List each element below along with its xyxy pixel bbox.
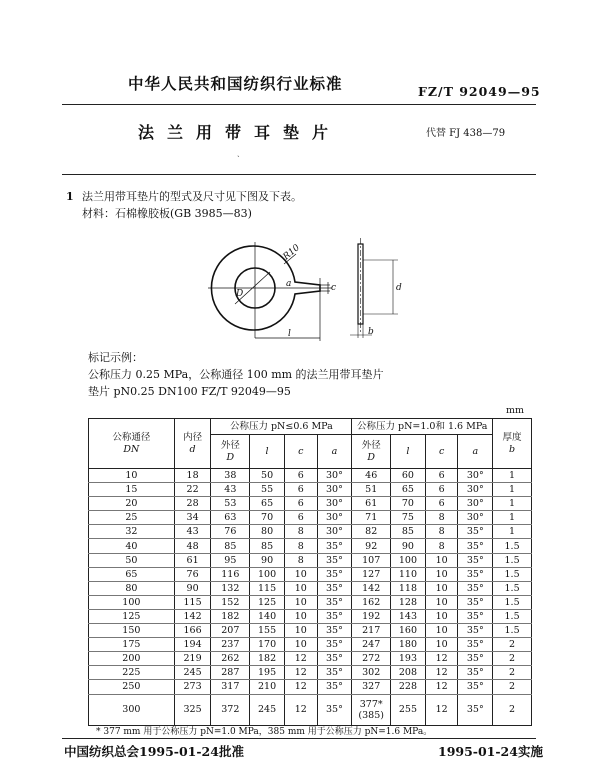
marking-line-1: 公称压力 0.25 MPa，公称通径 100 mm 的法兰用带耳垫片 xyxy=(88,368,384,381)
table-cell: 287 xyxy=(211,666,250,680)
table-row xyxy=(89,652,532,666)
table-cell: 208 xyxy=(391,666,426,680)
table-cell: 1.5 xyxy=(493,595,532,609)
header-group-high: 公称压力 pN=1.0和 1.6 MPa xyxy=(352,419,493,435)
table-cell: 10 xyxy=(284,624,317,638)
table-cell: 180 xyxy=(391,638,426,652)
table-cell: 70 xyxy=(391,497,426,511)
table-cell: 51 xyxy=(352,483,391,497)
table-cell: 127 xyxy=(352,567,391,581)
table-cell: 32 xyxy=(89,525,175,539)
table-cell: 142 xyxy=(352,581,391,595)
table-cell: 6 xyxy=(284,483,317,497)
table-cell: 30° xyxy=(317,497,352,511)
table-row xyxy=(89,469,532,483)
table-cell: 12 xyxy=(284,652,317,666)
table-cell: 12 xyxy=(284,666,317,680)
table-row xyxy=(89,497,532,511)
table-cell: 210 xyxy=(250,680,285,694)
page-title: 法兰用带耳垫片 xyxy=(138,123,342,142)
table-cell: 12 xyxy=(425,652,458,666)
table-cell: 327 xyxy=(352,680,391,694)
table-cell: 10 xyxy=(89,469,175,483)
table-cell: 46 xyxy=(352,469,391,483)
table-cell: 65 xyxy=(250,497,285,511)
table-cell: 6 xyxy=(425,497,458,511)
table-cell: 35° xyxy=(458,694,493,725)
table-row xyxy=(89,539,532,553)
header-group-low: 公称压力 pN≤0.6 MPa xyxy=(211,419,352,435)
table-cell: 255 xyxy=(391,694,426,725)
table-cell: 192 xyxy=(352,609,391,623)
table-cell: 377* (385) xyxy=(352,694,391,725)
header-outer-1: 外径 D xyxy=(211,435,250,469)
table-cell: 110 xyxy=(391,567,426,581)
header-c-2: c xyxy=(425,435,458,469)
table-row xyxy=(89,483,532,497)
table-cell: 80 xyxy=(250,525,285,539)
table-cell: 273 xyxy=(174,680,211,694)
table-cell: 35° xyxy=(317,609,352,623)
table-cell: 43 xyxy=(174,525,211,539)
table-cell: 128 xyxy=(391,595,426,609)
table-cell: 237 xyxy=(211,638,250,652)
table-cell: 85 xyxy=(391,525,426,539)
table-cell: 132 xyxy=(211,581,250,595)
table-row xyxy=(89,694,532,725)
table-cell: 71 xyxy=(352,511,391,525)
table-cell: 1.5 xyxy=(493,567,532,581)
table-cell: 225 xyxy=(89,666,175,680)
table-cell: 61 xyxy=(174,553,211,567)
table-row xyxy=(89,511,532,525)
table-cell: 53 xyxy=(211,497,250,511)
table-cell: 35° xyxy=(458,666,493,680)
table-cell: 6 xyxy=(284,511,317,525)
table-cell: 1.5 xyxy=(493,581,532,595)
table-cell: 35° xyxy=(458,595,493,609)
table-cell: 15 xyxy=(89,483,175,497)
table-cell: 85 xyxy=(211,539,250,553)
footer-rule xyxy=(62,738,536,739)
table-cell: 272 xyxy=(352,652,391,666)
table-cell: 82 xyxy=(352,525,391,539)
table-cell: 245 xyxy=(174,666,211,680)
table-cell: 12 xyxy=(425,680,458,694)
table-cell: 10 xyxy=(284,595,317,609)
table-cell: 10 xyxy=(284,567,317,581)
table-cell: 35° xyxy=(317,567,352,581)
table-cell: 40 xyxy=(89,539,175,553)
table-cell: 1 xyxy=(493,469,532,483)
table-cell: 6 xyxy=(284,497,317,511)
table-cell: 8 xyxy=(425,525,458,539)
header-l-1: l xyxy=(250,435,285,469)
table-cell: 20 xyxy=(89,497,175,511)
table-cell: 10 xyxy=(284,638,317,652)
table-cell: 372 xyxy=(211,694,250,725)
table-row xyxy=(89,609,532,623)
section-text: 法兰用带耳垫片的型式及尺寸见下图及下表。 xyxy=(82,190,302,203)
table-cell: 28 xyxy=(174,497,211,511)
table-cell: 152 xyxy=(211,595,250,609)
table-cell: 140 xyxy=(250,609,285,623)
marking-example xyxy=(88,349,384,400)
table-cell: 35° xyxy=(458,609,493,623)
table-cell: 35° xyxy=(317,694,352,725)
table-cell: 25 xyxy=(89,511,175,525)
table-cell: 8 xyxy=(284,553,317,567)
table-cell: 6 xyxy=(425,483,458,497)
table-cell: 35° xyxy=(317,652,352,666)
table-cell: 35° xyxy=(317,638,352,652)
table-cell: 30° xyxy=(317,469,352,483)
table-cell: 194 xyxy=(174,638,211,652)
table-cell: 35° xyxy=(458,581,493,595)
table-cell: 38 xyxy=(211,469,250,483)
table-cell: 193 xyxy=(391,652,426,666)
table-cell: 12 xyxy=(284,694,317,725)
table-cell: 2 xyxy=(493,652,532,666)
table-cell: 35° xyxy=(458,624,493,638)
table-cell: 76 xyxy=(174,567,211,581)
table-cell: 35° xyxy=(317,624,352,638)
table-cell: 2 xyxy=(493,666,532,680)
table-cell: 247 xyxy=(352,638,391,652)
table-cell: 175 xyxy=(89,638,175,652)
table-cell: 30° xyxy=(458,483,493,497)
table-cell: 1 xyxy=(493,483,532,497)
header-a-1: a xyxy=(317,435,352,469)
table-cell: 43 xyxy=(211,483,250,497)
table-cell: 207 xyxy=(211,624,250,638)
standard-code: FZ/T 92049—95 xyxy=(418,84,541,99)
table-cell: 50 xyxy=(250,469,285,483)
table-row xyxy=(89,525,532,539)
table-cell: 18 xyxy=(174,469,211,483)
table-row xyxy=(89,595,532,609)
title-rule xyxy=(62,174,536,175)
table-cell: 35° xyxy=(317,581,352,595)
table-cell: 160 xyxy=(391,624,426,638)
table-cell: 30° xyxy=(317,511,352,525)
header-a-2: a xyxy=(458,435,493,469)
label-D: D xyxy=(236,289,244,299)
table-cell: 195 xyxy=(250,666,285,680)
table-cell: 245 xyxy=(250,694,285,725)
table-row xyxy=(89,666,532,680)
table-cell: 125 xyxy=(89,609,175,623)
table-cell: 30° xyxy=(458,497,493,511)
label-a: a xyxy=(286,279,292,289)
table-cell: 70 xyxy=(250,511,285,525)
label-r: R10 xyxy=(281,242,302,263)
marking-title: 标记示例： xyxy=(88,351,143,364)
header-thickness: 厚度 b xyxy=(493,419,532,469)
table-cell: 35° xyxy=(458,553,493,567)
table-cell: 155 xyxy=(250,624,285,638)
table-row xyxy=(89,581,532,595)
table-cell: 1 xyxy=(493,525,532,539)
table-cell: 35° xyxy=(458,525,493,539)
header-rule xyxy=(62,104,536,105)
table-cell: 80 xyxy=(89,581,175,595)
table-cell: 10 xyxy=(425,609,458,623)
table-cell: 6 xyxy=(425,469,458,483)
table-cell: 50 xyxy=(89,553,175,567)
table-cell: 48 xyxy=(174,539,211,553)
table-cell: 125 xyxy=(250,595,285,609)
table-cell: 200 xyxy=(89,652,175,666)
table-cell: 35° xyxy=(458,638,493,652)
table-cell: 10 xyxy=(284,609,317,623)
effective-date: 1995-01-24实施 xyxy=(438,744,543,759)
table-cell: 35° xyxy=(458,652,493,666)
table-cell: 2 xyxy=(493,694,532,725)
table-cell: 8 xyxy=(425,511,458,525)
table-cell: 2 xyxy=(493,680,532,694)
table-cell: 75 xyxy=(391,511,426,525)
table-cell: 10 xyxy=(425,638,458,652)
table-cell: 22 xyxy=(174,483,211,497)
table-footnote: * 377 mm 用于公称压力 pN=1.0 MPa，385 mm 用于公称压力 pN=1.6 MPa。 xyxy=(96,727,433,737)
table-cell: 30° xyxy=(458,511,493,525)
table-cell: 92 xyxy=(352,539,391,553)
table-cell: 170 xyxy=(250,638,285,652)
table-cell: 35° xyxy=(458,539,493,553)
table-cell: 116 xyxy=(211,567,250,581)
standard-organization: 中华人民共和国纺织行业标准 xyxy=(128,74,343,93)
dimension-table xyxy=(88,418,532,726)
table-cell: 107 xyxy=(352,553,391,567)
table-cell: 30° xyxy=(458,469,493,483)
table-cell: 1.5 xyxy=(493,624,532,638)
table-cell: 90 xyxy=(174,581,211,595)
table-cell: 85 xyxy=(250,539,285,553)
table-cell: 10 xyxy=(425,581,458,595)
marking-line-2: 垫片 pN0.25 DN100 FZ/T 92049—95 xyxy=(88,385,291,398)
table-cell: 10 xyxy=(425,553,458,567)
label-d-side: d xyxy=(396,283,402,293)
table-cell: 55 xyxy=(250,483,285,497)
table-cell: 143 xyxy=(391,609,426,623)
label-l: l xyxy=(288,329,291,339)
table-cell: 35° xyxy=(458,680,493,694)
stray-dot: ˎ xyxy=(237,148,240,157)
table-row xyxy=(89,624,532,638)
table-cell: 2 xyxy=(493,638,532,652)
table-cell: 182 xyxy=(250,652,285,666)
label-c: c xyxy=(331,283,337,293)
table-cell: 65 xyxy=(89,567,175,581)
table-cell: 302 xyxy=(352,666,391,680)
table-row xyxy=(89,567,532,581)
gasket-drawing xyxy=(200,238,420,350)
material-line: 材料：石棉橡胶板(GB 3985—83) xyxy=(82,207,252,220)
table-cell: 162 xyxy=(352,595,391,609)
table-cell: 1.5 xyxy=(493,553,532,567)
table-cell: 10 xyxy=(425,567,458,581)
table-cell: 90 xyxy=(391,539,426,553)
table-cell: 100 xyxy=(89,595,175,609)
table-cell: 76 xyxy=(211,525,250,539)
table-row xyxy=(89,680,532,694)
table-cell: 300 xyxy=(89,694,175,725)
table-cell: 217 xyxy=(352,624,391,638)
header-outer-2: 外径 D xyxy=(352,435,391,469)
table-cell: 1 xyxy=(493,511,532,525)
table-cell: 1.5 xyxy=(493,539,532,553)
table-cell: 35° xyxy=(458,567,493,581)
replaces-note: 代替 FJ 438—79 xyxy=(426,128,506,139)
table-cell: 182 xyxy=(211,609,250,623)
table-cell: 12 xyxy=(284,680,317,694)
table-cell: 35° xyxy=(317,680,352,694)
table-row xyxy=(89,553,532,567)
table-cell: 250 xyxy=(89,680,175,694)
section-1 xyxy=(66,188,302,222)
table-cell: 35° xyxy=(317,666,352,680)
table-cell: 262 xyxy=(211,652,250,666)
section-number: 1 xyxy=(66,190,74,203)
approval-note: 中国纺织总会1995-01-24批准 xyxy=(64,744,244,759)
table-cell: 6 xyxy=(284,469,317,483)
table-cell: 12 xyxy=(425,666,458,680)
table-cell: 166 xyxy=(174,624,211,638)
table-cell: 12 xyxy=(425,694,458,725)
header-l-2: l xyxy=(391,435,426,469)
table-cell: 142 xyxy=(174,609,211,623)
table-cell: 30° xyxy=(317,525,352,539)
table-cell: 219 xyxy=(174,652,211,666)
table-cell: 34 xyxy=(174,511,211,525)
table-cell: 100 xyxy=(250,567,285,581)
table-cell: 61 xyxy=(352,497,391,511)
table-cell: 100 xyxy=(391,553,426,567)
header-c-1: c xyxy=(284,435,317,469)
table-cell: 90 xyxy=(250,553,285,567)
table-cell: 35° xyxy=(317,595,352,609)
table-cell: 8 xyxy=(284,539,317,553)
table-cell: 35° xyxy=(317,539,352,553)
table-cell: 228 xyxy=(391,680,426,694)
table-cell: 1.5 xyxy=(493,609,532,623)
table-cell: 65 xyxy=(391,483,426,497)
label-b: b xyxy=(368,327,374,337)
table-cell: 35° xyxy=(317,553,352,567)
table-cell: 115 xyxy=(174,595,211,609)
header-inner: 内径 d xyxy=(174,419,211,469)
table-cell: 10 xyxy=(425,595,458,609)
table-cell: 118 xyxy=(391,581,426,595)
table-cell: 8 xyxy=(425,539,458,553)
header-nominal: 公称通径 DN xyxy=(89,419,175,469)
table-cell: 63 xyxy=(211,511,250,525)
table-cell: 1 xyxy=(493,497,532,511)
table-body xyxy=(89,469,532,726)
table-cell: 95 xyxy=(211,553,250,567)
unit-label: mm xyxy=(506,405,525,416)
table-cell: 150 xyxy=(89,624,175,638)
table-cell: 30° xyxy=(317,483,352,497)
table-cell: 8 xyxy=(284,525,317,539)
table-row xyxy=(89,638,532,652)
table-cell: 317 xyxy=(211,680,250,694)
table-cell: 10 xyxy=(425,624,458,638)
table-cell: 10 xyxy=(284,581,317,595)
table-cell: 115 xyxy=(250,581,285,595)
table-cell: 60 xyxy=(391,469,426,483)
table-cell: 325 xyxy=(174,694,211,725)
